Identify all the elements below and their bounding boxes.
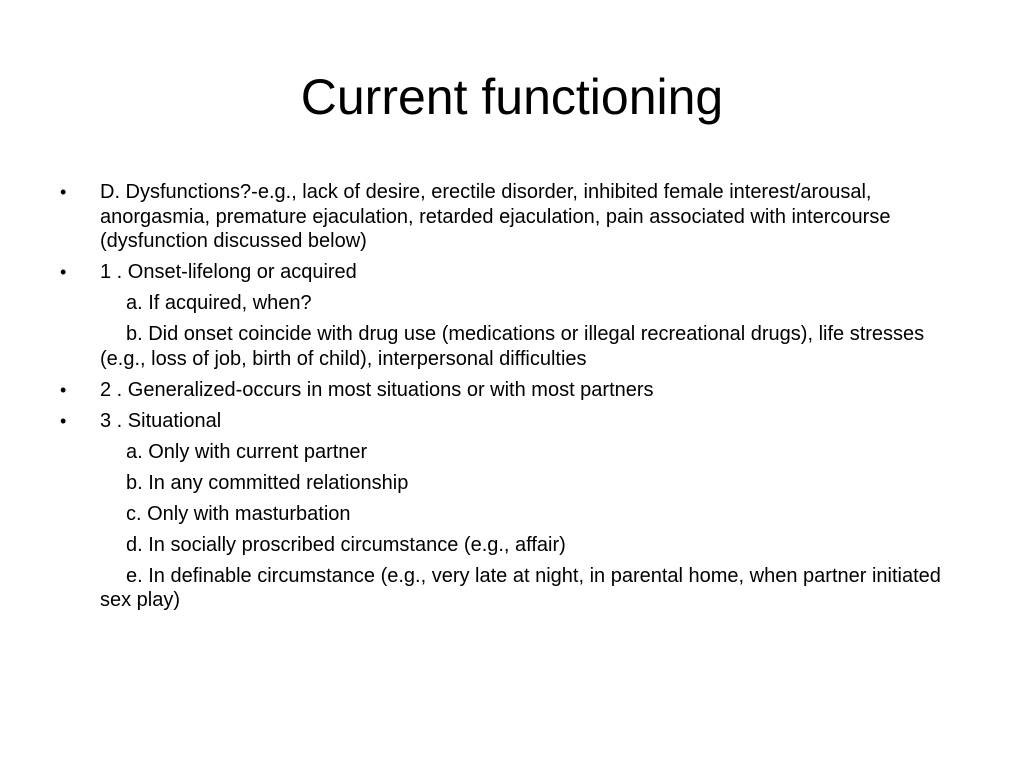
list-item: [60, 409, 960, 434]
list-item-text: e. In definable circumstance (e.g., very late at night, in parental home, when partner initiated sex play): [100, 564, 941, 611]
list-item-text: 2 . Generalized-occurs in most situations or with most partners: [100, 378, 654, 401]
slide-body: [60, 180, 960, 619]
list-item-text: a. If acquired, when?: [126, 292, 312, 314]
list-item: [60, 180, 960, 254]
list-item-text: d. In socially proscribed circumstance (e.g., affair): [126, 533, 566, 556]
list-subitem: [60, 291, 960, 316]
list-subitem: [60, 564, 960, 613]
bullet-icon: •: [60, 262, 67, 282]
list-item-text: b. In any committed relationship: [126, 471, 409, 494]
bullet-icon: •: [60, 182, 67, 202]
list-subitem: [60, 502, 960, 527]
list-item-text: b. Did onset coincide with drug use (medications or illegal recreational drugs), life stresses (e.g., loss of job, birth of child), interpersonal difficulties: [100, 323, 925, 370]
list-item: [60, 260, 960, 285]
list-subitem: [60, 533, 960, 558]
bullet-icon: •: [60, 379, 67, 400]
list-item-text: 1 . Onset-lifelong or acquired: [100, 261, 357, 283]
list-item-text: c. Only with masturbation: [126, 502, 351, 525]
slide-title: Current functioning: [300, 69, 724, 125]
list-item-text: 3 . Situational: [100, 409, 222, 432]
list-item: [60, 378, 960, 403]
list-subitem: [60, 471, 960, 496]
bullet-icon: •: [60, 410, 67, 431]
list-item-text: a. Only with current partner: [126, 440, 368, 463]
list-subitem: [60, 440, 960, 465]
list-subitem: [60, 322, 960, 371]
list-item-text: D. Dysfunctions?-e.g., lack of desire, erectile disorder, inhibited female interest/arousal, anorgasmia, premature ejaculation, retarded ejaculation, pain associated with intercourse (dysfunction discussed below): [100, 181, 891, 252]
